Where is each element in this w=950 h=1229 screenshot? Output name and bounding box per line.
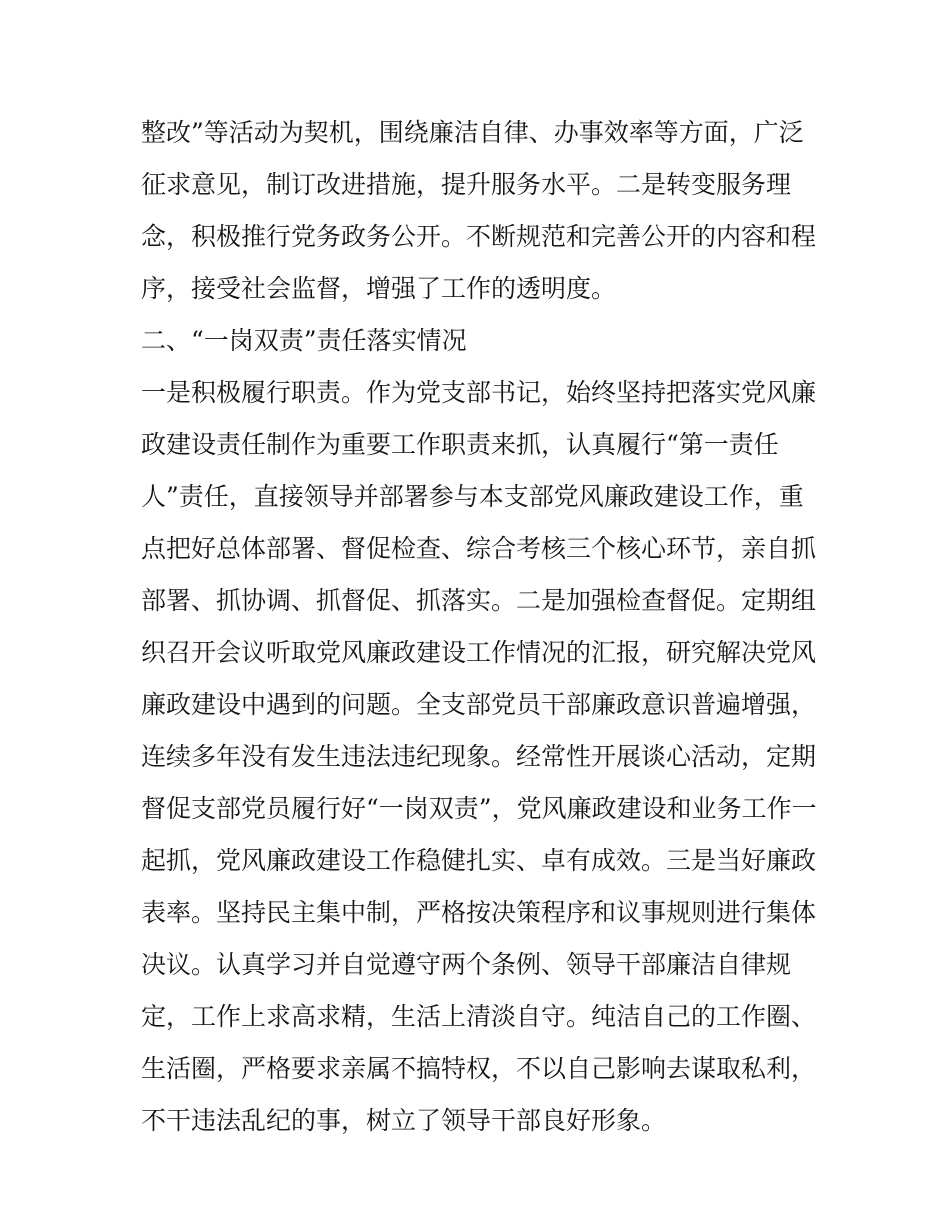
text-line: 政建设责任制作为重要工作职责来抓，认真履行“第一责任 (141, 430, 779, 459)
text-line: 整改”等活动为契机，围绕廉洁自律、办事效率等方面，广泛 (141, 118, 804, 147)
text-line: 点把好总体部署、督促检查、综合考核三个核心环节，亲自抓 (141, 534, 817, 563)
text-line: 念，积极推行党务政务公开。不断规范和完善公开的内容和程 (141, 222, 817, 251)
text-line: 部署、抓协调、抓督促、抓落实。二是加强检查督促。定期组 (141, 586, 817, 615)
text-line: 起抓，党风廉政建设工作稳健扎实、卓有成效。三是当好廉政 (141, 846, 817, 875)
text-line: 一是积极履行职责。作为党支部书记，始终坚持把落实党风廉 (141, 378, 817, 407)
text-line: 廉政建设中遇到的问题。全支部党员干部廉政意识普遍增强， (141, 690, 817, 719)
text-line: 表率。坚持民主集中制，严格按决策程序和议事规则进行集体 (141, 898, 817, 927)
text-line: 不干违法乱纪的事，树立了领导干部良好形象。 (141, 1106, 667, 1135)
text-line: 征求意见，制订改进措施，提升服务水平。二是转变服务理 (141, 170, 792, 199)
text-line: 织召开会议听取党风廉政建设工作情况的汇报，研究解决党风 (141, 638, 817, 667)
text-line: 人”责任，直接领导并部署参与本支部党风廉政建设工作，重 (141, 482, 804, 511)
section-heading: 二、“一岗双责”责任落实情况 (141, 326, 467, 355)
text-line: 序，接受社会监督，增强了工作的透明度。 (141, 274, 617, 303)
text-line: 督促支部党员履行好“一岗双责”，党风廉政建设和业务工作一 (141, 794, 817, 823)
text-line: 定，工作上求高求精，生活上清淡自守。纯洁自己的工作圈、 (141, 1002, 817, 1031)
text-line: 决议。认真学习并自觉遵守两个条例、领导干部廉洁自律规 (141, 950, 792, 979)
document-body (141, 107, 821, 1147)
text-line: 生活圈，严格要求亲属不搞特权，不以自己影响去谋取私利， (141, 1054, 817, 1083)
text-line: 连续多年没有发生违法违纪现象。经常性开展谈心活动，定期 (141, 742, 817, 771)
